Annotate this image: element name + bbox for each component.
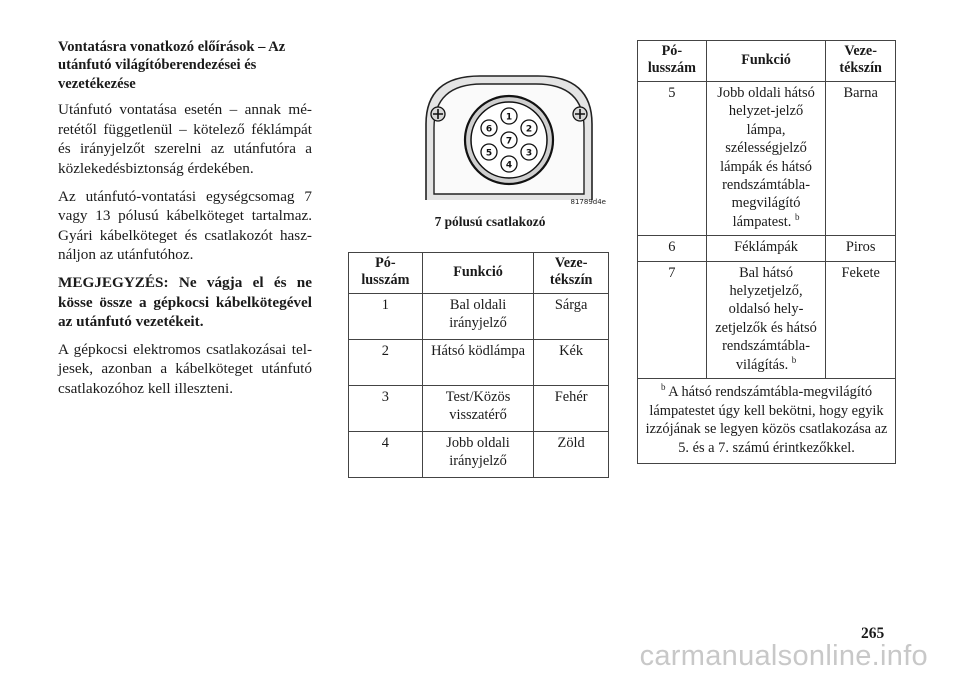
header-pin: Pó- lusszám <box>638 41 707 82</box>
page-number: 265 <box>861 625 885 642</box>
pin-function <box>706 82 826 236</box>
pin-5-label: 5 <box>485 148 493 159</box>
footnote-ref: b <box>794 212 800 223</box>
wire-color: Zöld <box>534 432 609 478</box>
pin-function-text: Féklámpák <box>734 239 799 256</box>
pin-number: 5 <box>638 82 707 236</box>
pin-function-text: Jobb oldali hátsó helyzet-jelző lámpa, szélességjelző lámpák és hátsó rendszámtábla-megvilágító lámpatest. <box>717 85 815 230</box>
table-row <box>638 261 896 378</box>
table-row <box>349 340 609 386</box>
mount-screw-left <box>431 107 445 121</box>
wire-color: Piros <box>826 236 896 261</box>
pin-7-label: 7 <box>505 136 513 147</box>
pin-1-label: 1 <box>505 112 513 123</box>
pin-number: 4 <box>349 432 423 478</box>
section-heading: Vontatásra vonatkozó előírások – Az utánfutó világítóberendezései és vezetékezése <box>58 39 286 92</box>
connector-illustration <box>416 72 610 208</box>
connector-figure <box>416 72 610 208</box>
header-pin: Pó- lusszám <box>349 253 423 294</box>
table-header-row <box>638 41 896 82</box>
paragraph-1: Utánfutó vontatása esetén – annak mé-retétől függetlenül – kötelező féklámpát és irányjelzőt szerelni az utánfutóra a közlekedésbiztonság érdekében. <box>58 101 312 177</box>
paragraph-3: A gépkocsi elektromos csatlakozásai tel-jesek, azonban a kábelköteget utánfutó csatlakozóhoz kell illeszteni. <box>58 340 312 397</box>
pin-function: Test/Közös visszatérő <box>422 386 534 432</box>
wire-color: Sárga <box>534 294 609 340</box>
figure-caption: 7 pólusú csatlakozó <box>434 214 546 229</box>
pin-function <box>706 236 826 261</box>
header-function: Funkció <box>422 253 534 294</box>
pin-number: 3 <box>349 386 423 432</box>
mount-screw-right <box>573 107 587 121</box>
header-function: Funkció <box>706 41 826 82</box>
pin-number: 1 <box>349 294 423 340</box>
pin-4-label: 4 <box>505 160 513 171</box>
table-row <box>349 386 609 432</box>
header-color: Veze- tékszín <box>826 41 896 82</box>
note-paragraph: MEGJEGYZÉS: Ne vágja el és ne kösse össze a gépkocsi kábelkötegével az utánfutó vezetékeit. <box>58 273 312 331</box>
pin-function <box>706 261 826 378</box>
table-row <box>349 432 609 478</box>
paragraph-2: Az utánfutó-vontatási egységcsomag 7 vagy 13 pólusú kábelköteget tartalmaz. Gyári kábelköteget és csatlakozót hasz-náljon az utánfutóhoz. <box>58 187 312 264</box>
pin-function: Jobb oldali irányjelző <box>422 432 534 478</box>
pin-function: Bal oldali irányjelző <box>422 294 534 340</box>
wire-color: Fekete <box>826 261 896 378</box>
pin-table-2 <box>637 40 896 464</box>
pin-3-label: 3 <box>525 148 533 159</box>
pin-6-label: 6 <box>485 124 493 135</box>
pin-number: 6 <box>638 236 707 261</box>
footnote-text: A hátsó rendszámtábla-megvilágító lámpatestet úgy kell bekötni, hogy egyik izzójának se legyen közös csatlakozása az 5. és a 7. számú érintkezőkkel. <box>645 384 888 456</box>
pin-function-text: Bal hátsó helyzetjelző, oldalsó hely-zetjelzők és hátsó rendszámtábla-világítás. <box>715 264 817 373</box>
watermark: carmanualsonline.info <box>639 640 928 672</box>
wire-color: Barna <box>826 82 896 236</box>
pin-2-label: 2 <box>525 124 533 135</box>
footnote-mark: b <box>660 382 666 393</box>
pin-function: Hátsó ködlámpa <box>422 340 534 386</box>
header-color: Veze- tékszín <box>534 253 609 294</box>
wire-color: Kék <box>534 340 609 386</box>
table-row <box>349 294 609 340</box>
wire-color: Fehér <box>534 386 609 432</box>
table-row <box>638 236 896 261</box>
pin-number: 7 <box>638 261 707 378</box>
figure-code: 81789d4e <box>570 198 606 206</box>
left-column <box>58 38 312 407</box>
table-header-row <box>349 253 609 294</box>
pin-number: 2 <box>349 340 423 386</box>
footnote-row <box>638 379 896 464</box>
footnote-ref: b <box>791 354 797 365</box>
footnote <box>638 379 896 464</box>
pin-table-1 <box>348 252 609 478</box>
table-row <box>638 82 896 236</box>
